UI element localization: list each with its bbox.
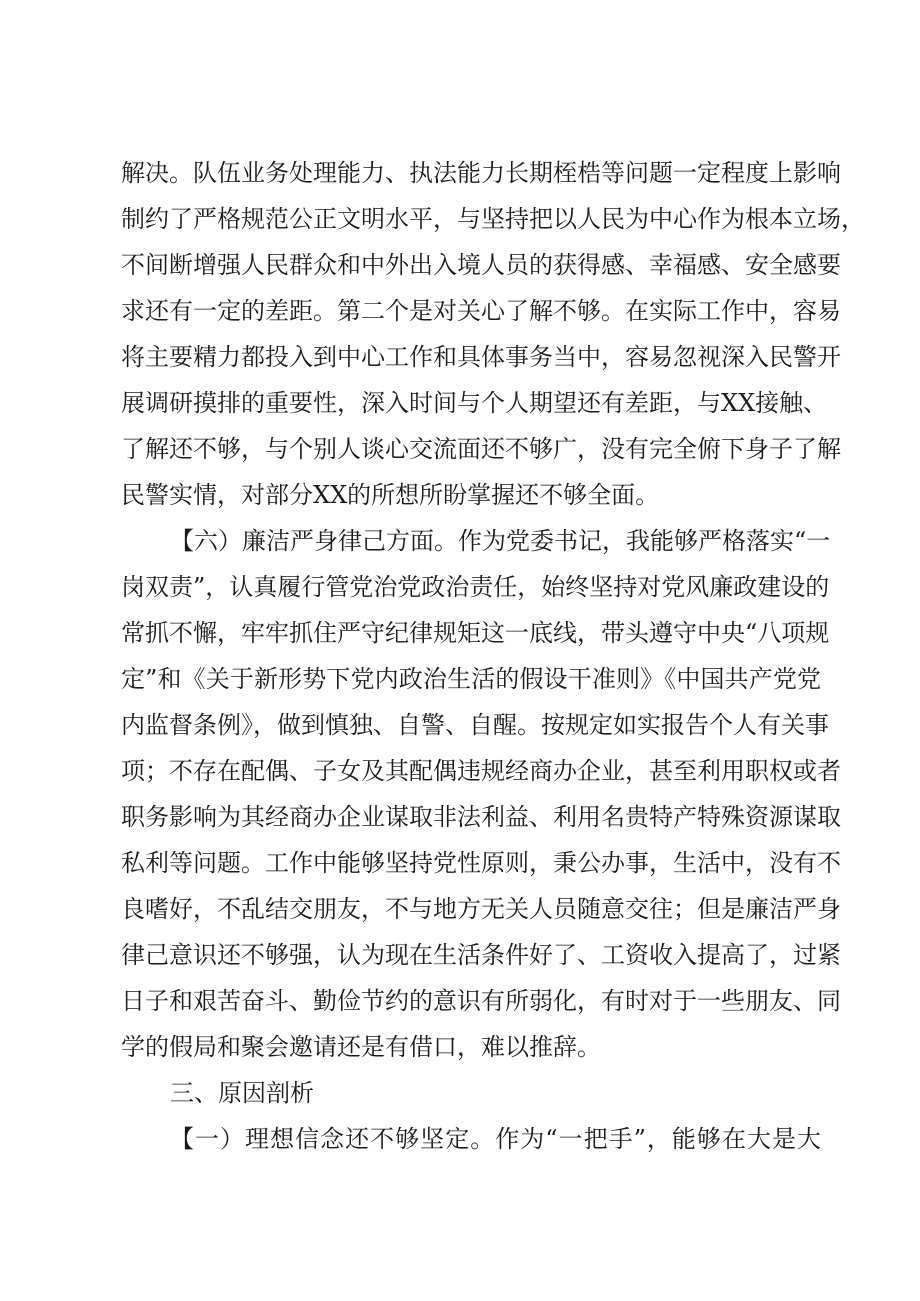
paragraph-line: 项；不存在配偶、子女及其配偶违规经商办企业，甚至利用职权或者 [121, 757, 841, 785]
section-heading: 三、原因剖析 [170, 1079, 314, 1107]
paragraph-line: 展调研摸排的重要性，深入时间与个人期望还有差距，与XX接触、 [121, 389, 828, 417]
paragraph-line: 岗双责”，认真履行管党治党政治责任，始终坚持对党风廉政建设的 [121, 573, 830, 601]
paragraph-line: 制约了严格规范公正文明水平，与坚持把以人民为中心作为根本立场， [121, 205, 865, 233]
paragraph-line: 律己意识还不够强，认为现在生活条件好了、工资收入提高了，过紧 [121, 941, 841, 969]
paragraph-line: 将主要精力都投入到中心工作和具体事务当中，容易忽视深入民警开 [121, 343, 841, 371]
paragraph-line: 不间断增强人民群众和中外出入境人员的获得感、幸福感、安全感要 [121, 251, 841, 279]
paragraph-line: 求还有一定的差距。第二个是对关心了解不够。在实际工作中，容易 [121, 297, 841, 325]
paragraph-line: 了解还不够，与个别人谈心交流面还不够广，没有完全俯下身子了解 [121, 435, 841, 463]
paragraph-line: 学的假局和聚会邀请还是有借口，难以推辞。 [121, 1033, 601, 1061]
paragraph-line: 解决。队伍业务处理能力、执法能力长期桎梏等问题一定程度上影响 [121, 159, 841, 187]
paragraph-line: 良嗜好，不乱结交朋友，不与地方无关人员随意交往；但是廉洁严身 [121, 895, 841, 923]
paragraph-line: 【六）廉洁严身律己方面。作为党委书记，我能够严格落实“一 [170, 527, 831, 555]
paragraph-line: 日子和艰苦奋斗、勤俭节约的意识有所弱化，有时对于一些朋友、同 [121, 987, 841, 1015]
paragraph-line: 常抓不懈，牢牢抓住严守纪律规矩这一底线，带头遵守中央“八项规 [121, 619, 830, 647]
paragraph-line: 职务影响为其经商办企业谋取非法利益、利用名贵特产特殊资源谋取 [121, 803, 841, 831]
paragraph-line: 民警实情，对部分XX的所想所盼掌握还不够全面。 [121, 481, 660, 509]
paragraph-line: 私利等问题。工作中能够坚持党性原则，秉公办事，生活中，没有不 [121, 849, 841, 877]
paragraph-line: 内监督条例》，做到慎独、自警、自醒。按规定如实报告个人有关事 [121, 711, 829, 739]
paragraph-line: 【一）理想信念还不够坚定。作为“一把手”，能够在大是大 [170, 1125, 821, 1153]
paragraph-line: 定”和《关于新形势下党内政治生活的假设干准则》《中国共产党党 [121, 665, 821, 693]
